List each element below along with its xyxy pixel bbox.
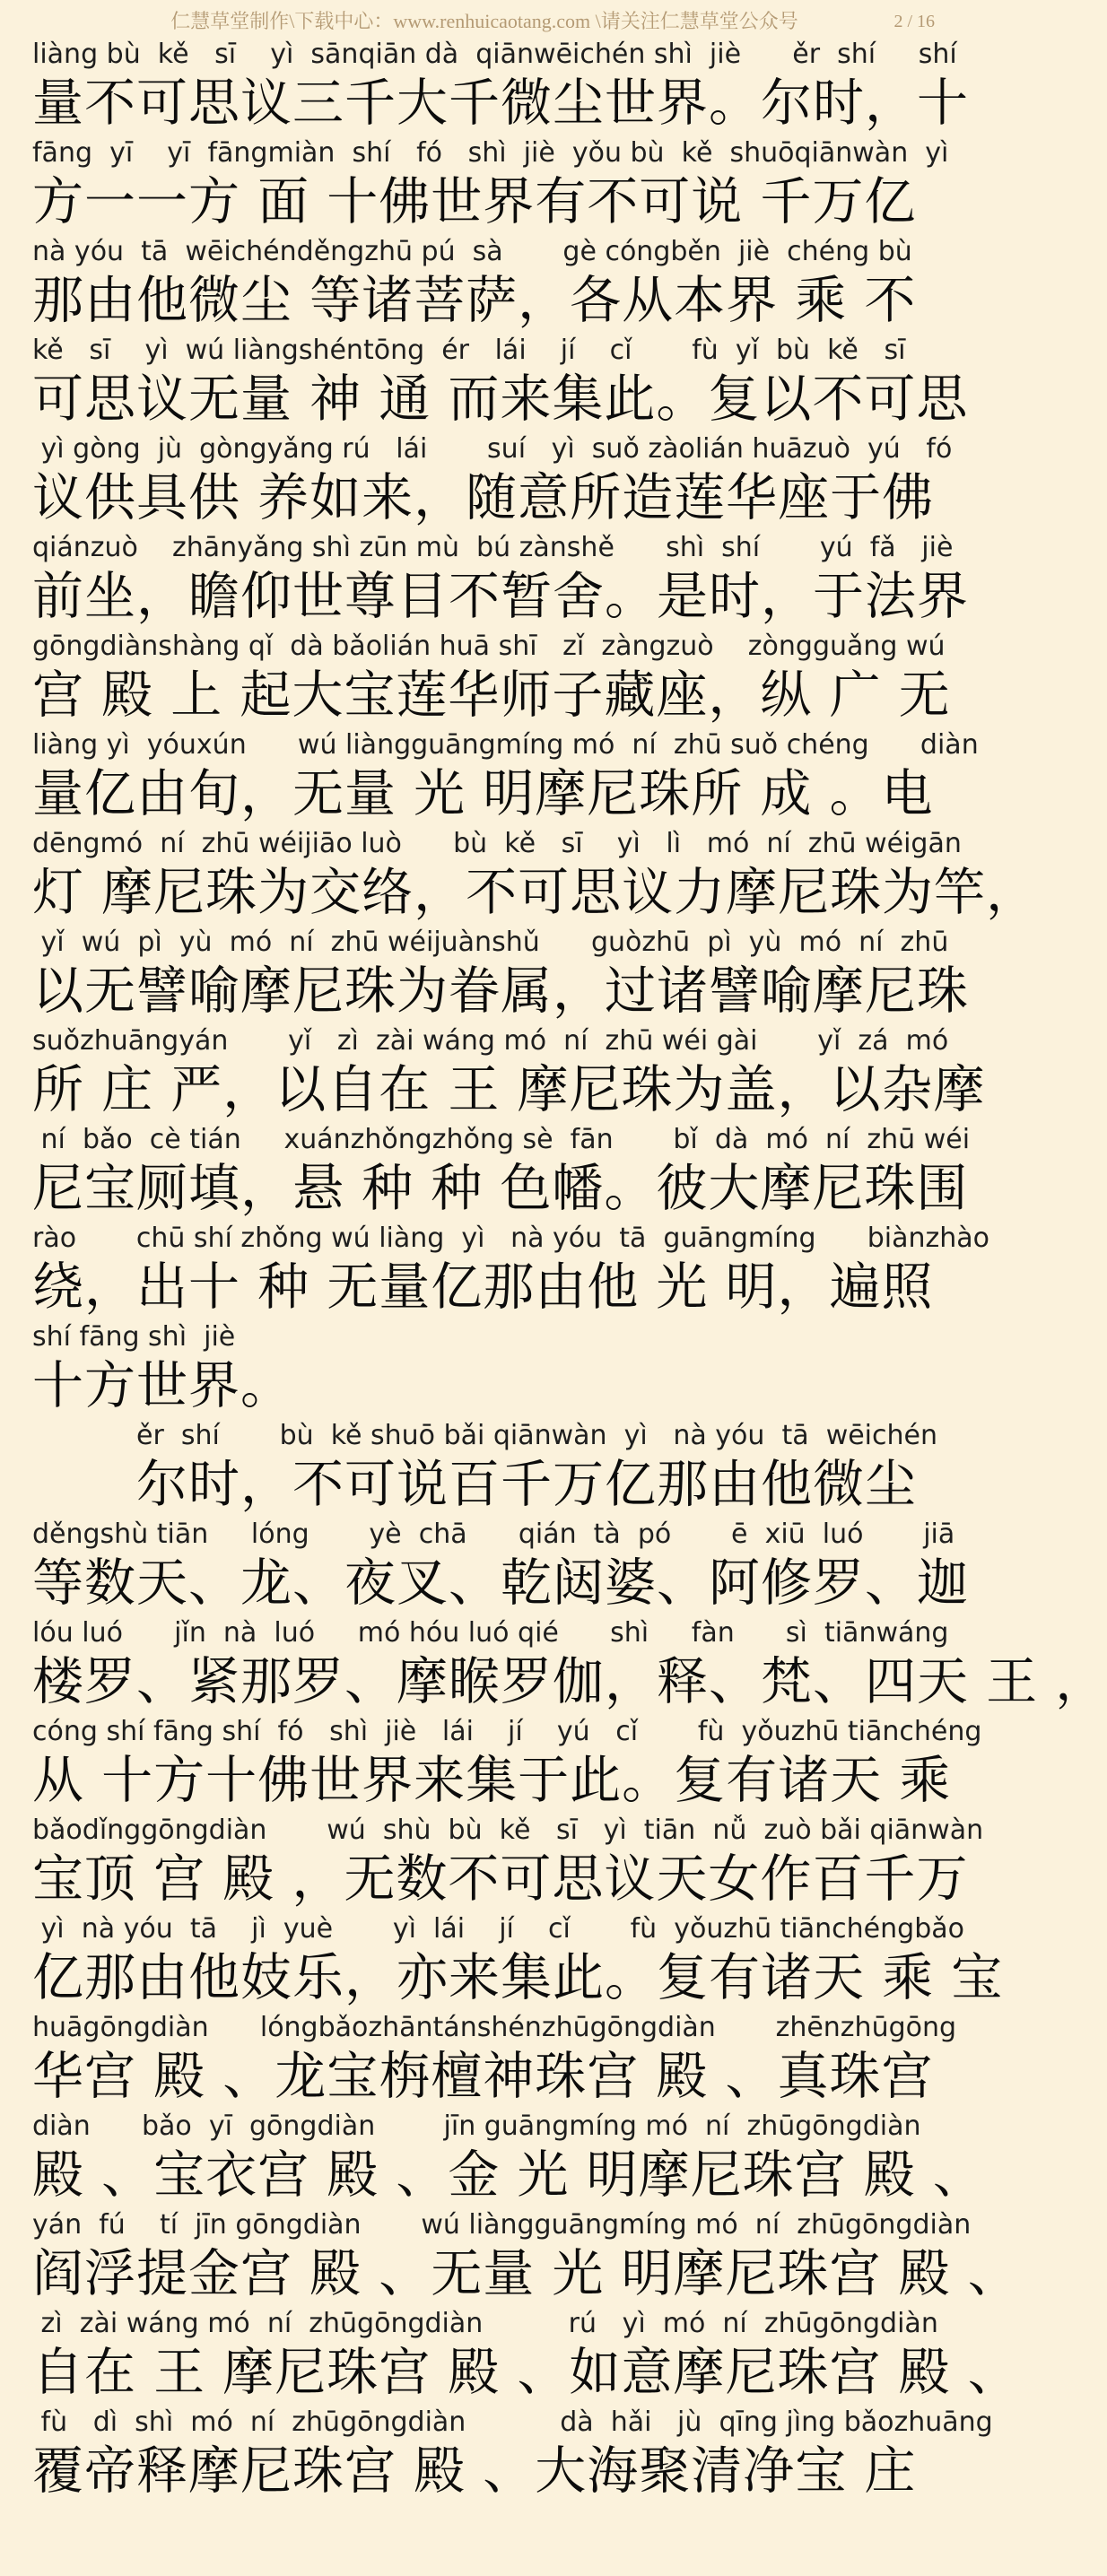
pinyin-row: kě sī yì wú liàngshéntōng ér lái jí cǐ fù yǐ bù kě sī <box>32 335 906 366</box>
pinyin-row: nà yóu tā wēichénděngzhū pú sà gè cóngběn jiè chéng bù <box>32 236 912 267</box>
text-line <box>32 2011 957 2110</box>
hanzi-row: 宝顶 宫 殿 ，无数不可思议天女作百千万 <box>32 1849 969 1909</box>
text-line <box>32 1912 1004 2011</box>
text-line <box>32 2208 1020 2307</box>
pinyin-row: yǐ wú pì yù mó ní zhū wéijuànshǔ guòzhū pì yù mó ní zhū <box>32 927 949 958</box>
text-line <box>32 728 979 827</box>
hanzi-row: 宫 殿 上 起大宝莲华师子藏座，纵 广 无 <box>32 666 951 725</box>
text-line <box>32 630 951 728</box>
hanzi-row: 绕，出十 种 无量亿那由他 光 明，遍照 <box>32 1258 934 1317</box>
text-line <box>32 1123 971 1222</box>
text-line <box>32 2110 985 2208</box>
sutra-text-body <box>32 38 1107 2504</box>
text-line <box>32 1419 947 1518</box>
text-line <box>32 1616 1107 1715</box>
pinyin-row: zì zài wáng mó ní zhūgōngdiàn rú yì mó ní zhūgōngdiàn <box>32 2308 938 2339</box>
hanzi-row: 华宫 殿 、龙宝栴檀神珠宫 殿 、真珠宫 <box>32 2047 934 2106</box>
text-line <box>32 2307 1020 2406</box>
text-line <box>32 531 969 630</box>
text-line <box>32 432 953 531</box>
text-line <box>32 2406 993 2504</box>
text-line <box>32 926 969 1024</box>
hanzi-row: 所 庄 严，以自在 王 摩尼珠为盖，以杂摩 <box>32 1060 986 1119</box>
hanzi-row: 议供具供 养如来，随意所造莲华座于佛 <box>32 468 935 527</box>
pinyin-row: ní bǎo cè tián xuánzhǒngzhǒng sè fān bǐ dà mó ní zhū wéi <box>32 1124 971 1155</box>
hanzi-row: 殿 、宝衣宫 殿 、金 光 明摩尼珠宫 殿 、 <box>32 2145 985 2205</box>
text-line <box>32 334 969 432</box>
hanzi-row: 十方世界。 <box>32 1356 292 1415</box>
hanzi-row: 亿那由他妓乐，亦来集此。复有诸天 乘 宝 <box>32 1948 1004 2007</box>
hanzi-row: 等数天、龙、夜叉、乾闼婆、阿修罗、迦 <box>32 1553 969 1613</box>
pinyin-row: huāgōngdiàn lóngbǎozhāntánshénzhūgōngdiàn zhēnzhūgōng <box>32 2012 957 2043</box>
pinyin-row: cóng shí fāng shí fó shì jiè lái jí yú cǐ fù yǒuzhū tiānchéng <box>32 1716 982 1747</box>
hanzi-row: 前坐，瞻仰世尊目不暂舍。是时，于法界 <box>32 567 969 626</box>
text-line <box>32 827 1039 926</box>
page-header <box>0 4 969 39</box>
hanzi-row: 楼罗、紧那罗、摩睺罗伽，释、梵、四天 王 ， <box>32 1652 1107 1711</box>
text-line <box>32 1222 990 1320</box>
pinyin-row: bǎodǐnggōngdiàn wú shù bù kě sī yì tiān nǚ zuò bǎi qiānwàn <box>32 1815 984 1846</box>
hanzi-row: 量不可思议三千大千微尘世界。尔时，十 <box>32 74 969 133</box>
hanzi-row: 尼宝厕填，悬 种 种 色幡。彼大摩尼珠围 <box>32 1159 969 1218</box>
text-line <box>32 1320 947 1419</box>
pinyin-row: suǒzhuāngyán yǐ zì zài wáng mó ní zhū wéi gài yǐ zá mó <box>32 1025 949 1057</box>
pinyin-row: lóu luó jǐn nà luó mó hóu luó qié shì fàn sì tiānwáng <box>32 1617 949 1649</box>
hanzi-row: 量亿由旬，无量 光 明摩尼珠所 成 。电 <box>32 764 934 823</box>
hanzi-row: 阎浮提金宫 殿 、无量 光 明摩尼珠宫 殿 、 <box>32 2244 1020 2303</box>
text-line <box>32 1024 986 1123</box>
hanzi-row: 以无譬喻摩尼珠为眷属，过诸譬喻摩尼珠 <box>32 962 969 1021</box>
page-number: 2 / 16 <box>893 12 935 31</box>
hanzi-row: 可思议无量 神 通 而来集此。复以不可思 <box>32 370 969 429</box>
pinyin-row: rào chū shí zhǒng wú liàng yì nà yóu tā guāngmíng biànzhào <box>32 1223 990 1254</box>
hanzi-row: 灯 摩尼珠为交络，不可思议力摩尼珠为竿， <box>32 863 1039 922</box>
pinyin-row: ěr shí bù kě shuō bǎi qiānwàn yì nà yóu tā wēichén <box>136 1420 937 1451</box>
text-line <box>32 1715 982 1814</box>
pinyin-row: liàng bù kě sī yì sānqiān dà qiānwēichén shì jiè ěr shí shí <box>32 39 957 70</box>
pinyin-row: diàn bǎo yī gōngdiàn jīn guāngmíng mó ní zhūgōngdiàn <box>32 2110 921 2142</box>
hanzi-row: 那由他微尘 等诸菩萨，各从本界 乘 不 <box>32 271 917 330</box>
hanzi-row: 覆帝释摩尼珠宫 殿 、大海聚清净宝 庄 <box>32 2441 917 2501</box>
pinyin-row: qiánzuò zhānyǎng shì zūn mù bú zànshě shì shí yú fǎ jiè <box>32 532 954 563</box>
pinyin-row: fāng yī yī fāngmiàn shí fó shì jiè yǒu bù kě shuōqiānwàn yì <box>32 137 949 169</box>
text-line <box>32 136 947 235</box>
hanzi-row: 尔时，不可说百千万亿那由他微尘 <box>136 1455 917 1514</box>
pinyin-row: dēngmó ní zhū wéijiāo luò bù kě sī yì lì mó ní zhū wéigān <box>32 828 962 859</box>
hanzi-row: 自在 王 摩尼珠宫 殿 、如意摩尼珠宫 殿 、 <box>32 2343 1020 2402</box>
pinyin-row: yì gòng jù gòngyǎng rú lái suí yì suǒ zàolián huāzuò yú fó <box>32 433 953 465</box>
hanzi-row: 方一一方 面 十佛世界有不可说 千万亿 <box>32 172 917 231</box>
pinyin-row: yán fú tí jīn gōngdiàn wú liàngguāngmíng mó ní zhūgōngdiàn <box>32 2209 972 2241</box>
site-watermark-line: 仁慧草堂制作\下载中心：www.renhuicaotang.com \请关注仁慧草堂公众号 <box>170 10 798 32</box>
pinyin-row: gōngdiànshàng qǐ dà bǎolián huā shī zǐ zàngzuò zòngguǎng wú <box>32 631 946 662</box>
pinyin-row: fù dì shì mó ní zhūgōngdiàn dà hǎi jù qīng jìng bǎozhuāng <box>32 2406 993 2438</box>
pinyin-row: liàng yì yóuxún wú liàngguāngmíng mó ní zhū suǒ chéng diàn <box>32 729 979 761</box>
text-line <box>32 1518 969 1616</box>
pinyin-row: děngshù tiān lóng yè chā qián tà pó ē xiū luó jiā <box>32 1519 955 1550</box>
text-line <box>32 1814 984 1912</box>
text-line <box>32 38 969 136</box>
hanzi-row: 从 十方十佛世界来集于此。复有诸天 乘 <box>32 1751 952 1810</box>
pinyin-row: shí fāng shì jiè <box>32 1321 236 1353</box>
pinyin-row: yì nà yóu tā jì yuè yì lái jí cǐ fù yǒuzhū tiānchéngbǎo <box>32 1913 964 1945</box>
text-line <box>32 235 947 334</box>
